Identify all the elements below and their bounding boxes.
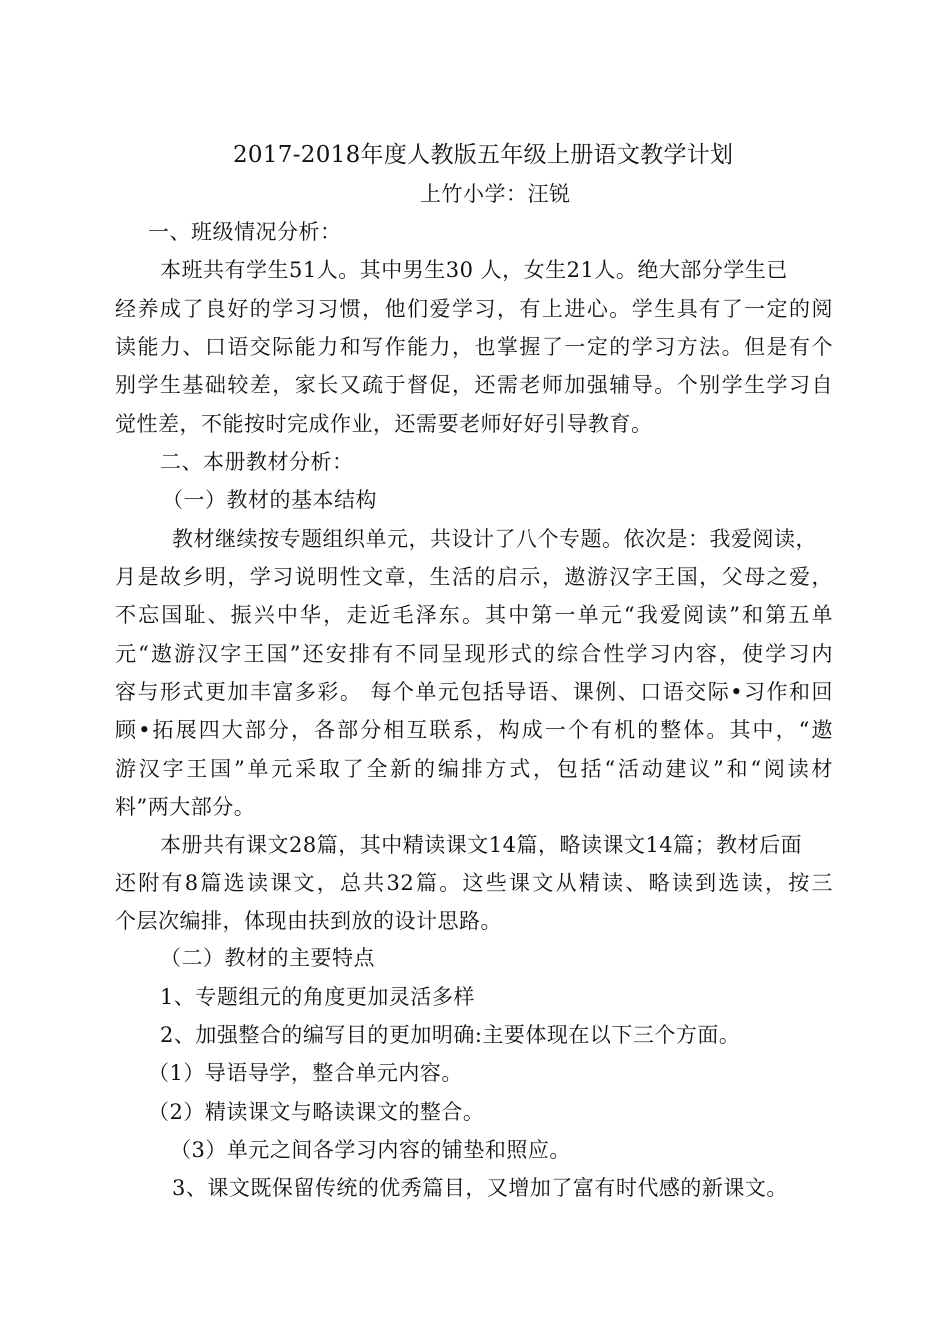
section1-paragraph-line: 觉性差，不能按时完成作业，还需要老师好好引导教育。 [115,412,653,436]
sub1-paragraph-line: 元“遨游汉字王国”还安排有不同呈现形式的综合性学习内容，使学习内 [115,642,833,666]
sub2-list-item: 1、专题组元的角度更加灵活多样 [160,985,475,1009]
section1-paragraph-line: 本班共有学生51人。其中男生30 人，女生21人。绝大部分学生已 [160,258,788,282]
sub2-heading: （二）教材的主要特点 [160,946,375,970]
section1-paragraph-line: 经养成了良好的学习习惯，他们爱学习，有上进心。学生具有了一定的阅 [115,297,833,321]
sub1-paragraph-line: 容与形式更加丰富多彩。 每个单元包括导语、课例、口语交际•习作和回 [115,680,833,704]
sub1-heading: （一）教材的基本结构 [162,488,377,512]
section1-paragraph-line: 读能力、口语交际能力和写作能力，也掌握了一定的学习方法。但是有个 [115,335,833,359]
document-title: 2017-2018年度人教版五年级上册语文教学计划 [233,142,734,168]
sub1-paragraph-line: 不忘国耻、振兴中华，走近毛泽东。其中第一单元“我爱阅读”和第五单 [115,603,833,627]
sub1-paragraph-line: 游汉字王国”单元采取了全新的编排方式，包括“活动建议”和“阅读材 [115,757,833,781]
sub2-list-item: （2）精读课文与略读课文的整合。 [148,1100,485,1124]
sub1-paragraph2-line: 个层次编排，体现由扶到放的设计思路。 [115,909,502,933]
sub1-paragraph-line: 月是故乡明，学习说明性文章，生活的启示，遨游汉字王国，父母之爱， [115,565,833,589]
sub1-paragraph-line: 教材继续按专题组织单元，共设计了八个专题。依次是：我爱阅读， [172,527,817,551]
document-author: 上竹小学：汪锐 [420,182,571,206]
section1-heading: 一、班级情况分析： [148,220,342,244]
sub2-list-item: 2、加强整合的编写目的更加明确:主要体现在以下三个方面。 [160,1023,741,1047]
sub1-paragraph-line: 料”两大部分。 [115,795,256,819]
sub1-paragraph-line: 顾•拓展四大部分，各部分相互联系，构成一个有机的整体。其中，“遨 [115,718,833,742]
sub1-paragraph2-line: 本册共有课文28篇，其中精读课文14篇，略读课文14篇；教材后面 [160,833,803,857]
sub2-list-item: （3）单元之间各学习内容的铺垫和照应。 [170,1138,571,1162]
sub2-list-item: 3、课文既保留传统的优秀篇目，又增加了富有时代感的新课文。 [172,1176,788,1200]
sub2-list-item: （1）导语导学，整合单元内容。 [148,1061,463,1085]
section2-heading: 二、本册教材分析： [160,450,354,474]
section1-paragraph-line: 别学生基础较差，家长又疏于督促，还需老师加强辅导。个别学生学习自 [115,373,833,397]
sub1-paragraph2-line: 还附有8篇选读课文，总共32篇。这些课文从精读、略读到选读，按三 [115,871,833,895]
